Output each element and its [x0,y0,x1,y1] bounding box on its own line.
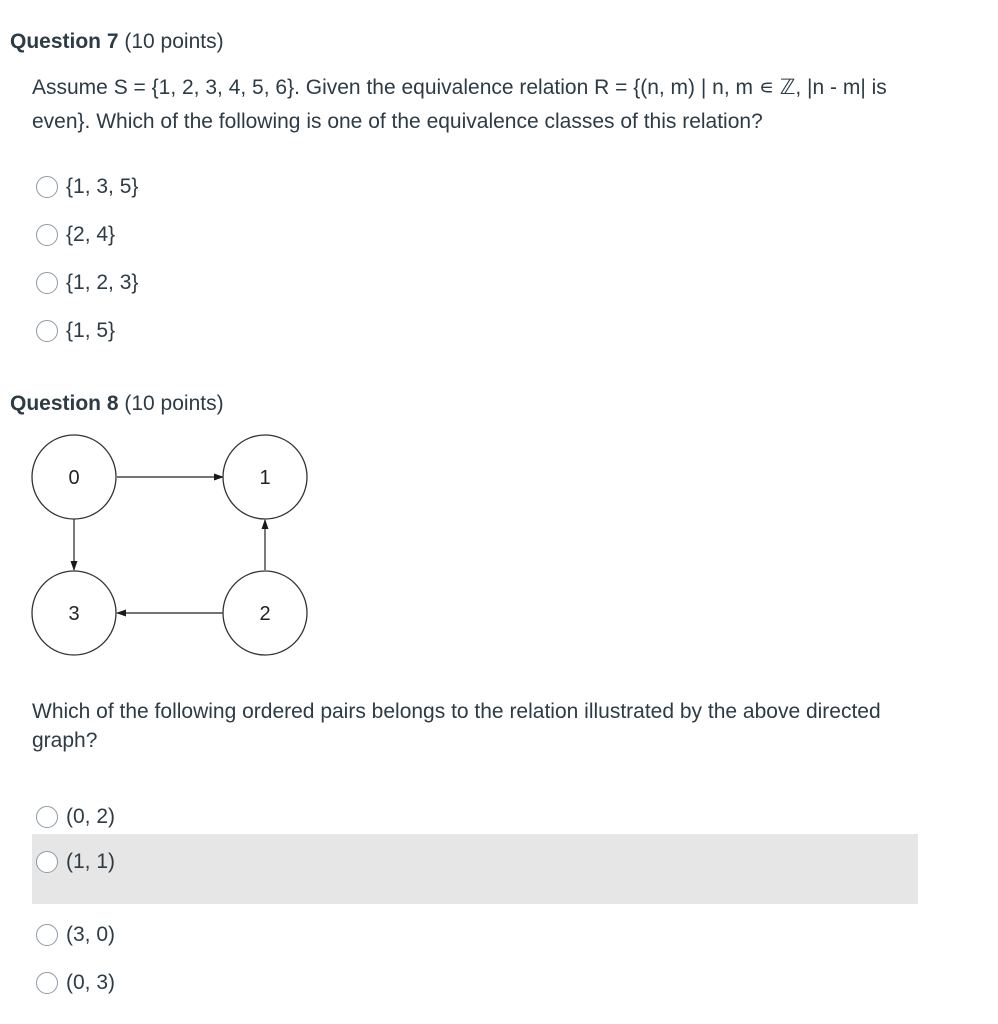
q8-option-2[interactable] [32,840,115,884]
q8-option-1-label[interactable]: (0, 2) [66,805,116,828]
question-7-text: Assume S = {1, 2, 3, 4, 5, 6}. Given the equivalence relation R = {(n, m) | n, m ∊ ℤ, |n - m| is even}. Which of the following is one of the equivalence classes of this relation? [32,76,887,133]
graph-node-3 [32,571,116,655]
node-label: 2 [259,603,271,625]
node-label: 3 [68,603,80,625]
radio-button[interactable] [36,851,58,873]
radio-button[interactable] [36,806,58,828]
question-8-points: (10 points) [124,392,224,415]
question-7-header [10,30,224,54]
q8-option-4[interactable] [32,961,115,1005]
q7-option-4[interactable] [32,309,115,353]
q7-option-1-label[interactable]: {1, 3, 5} [66,175,139,198]
question-7-title: Question 7 [10,30,119,53]
q8-option-2-label[interactable]: (1, 1) [66,850,116,873]
radio-button[interactable] [36,224,58,246]
question-8-header [10,392,224,416]
q7-option-3[interactable] [32,261,138,305]
radio-button[interactable] [36,272,58,294]
q7-option-2[interactable] [32,213,115,257]
radio-button[interactable] [36,176,58,198]
q8-option-1[interactable] [32,795,115,839]
question-7-points: (10 points) [124,30,224,53]
radio-button[interactable] [36,320,58,342]
question-8-text: Which of the following ordered pairs belongs to the relation illustrated by the above directed graph? [32,700,881,752]
q8-option-3-label[interactable]: (3, 0) [66,923,116,946]
q7-option-4-label[interactable]: {1, 5} [66,319,116,342]
q8-option-4-label[interactable]: (0, 3) [66,971,116,994]
hovered-option-highlight [32,834,918,904]
graph-node-2 [223,571,307,655]
directed-graph [0,420,330,670]
radio-button[interactable] [36,972,58,994]
question-8-title: Question 8 [10,392,119,415]
node-label: 0 [68,467,80,489]
node-label: 1 [259,467,271,489]
radio-button[interactable] [36,924,58,946]
q7-option-2-label[interactable]: {2, 4} [66,223,116,246]
graph-node-0 [32,435,116,519]
graph-node-1 [223,435,307,519]
q7-option-1[interactable] [32,165,138,209]
q8-option-3[interactable] [32,913,115,957]
q7-option-3-label[interactable]: {1, 2, 3} [66,271,139,294]
